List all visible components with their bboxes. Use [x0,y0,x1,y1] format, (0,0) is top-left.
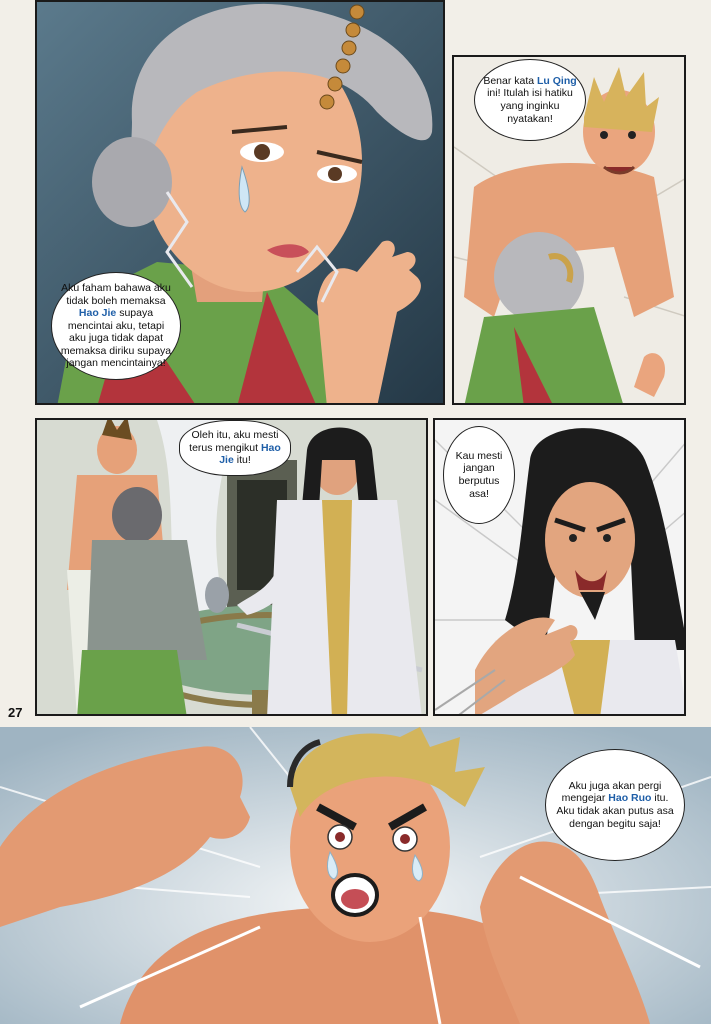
bubble-text: Aku juga akan pergi mengejar Hao Ruo itu. Aku tidak akan putus asa dengan begitu saja! [556,779,674,830]
bubble-text: Benar kata Lu Qing ini! Itulah isi hatiku yang inginku nyatakan! [483,74,577,125]
speech-bubble-p1 [51,272,181,380]
panel-4 [433,418,686,716]
speech-bubble-p2 [474,59,586,141]
speech-bubble-p5 [545,749,685,861]
angry-man-face [545,482,635,598]
panel-5 [0,727,711,1024]
speech-bubble-p4 [443,426,515,524]
panel-1 [35,0,445,405]
bubble-text: Kau mesti jangan berputus asa! [455,449,503,500]
panel-2 [452,55,686,405]
bubble-text: Oleh itu, aku mesti terus mengikut Hao Jie itu! [189,429,281,467]
panel-3 [35,418,428,716]
speech-bubble-p3 [179,420,291,476]
bubble-text: Aku faham bahawa aku tidak boleh memaksa Hao Jie supaya mencintai aku, tetapi aku juga tidak dapat memaksa diriku supaya jangan mencintainya! [60,281,172,370]
page-number: 27 [8,705,23,720]
